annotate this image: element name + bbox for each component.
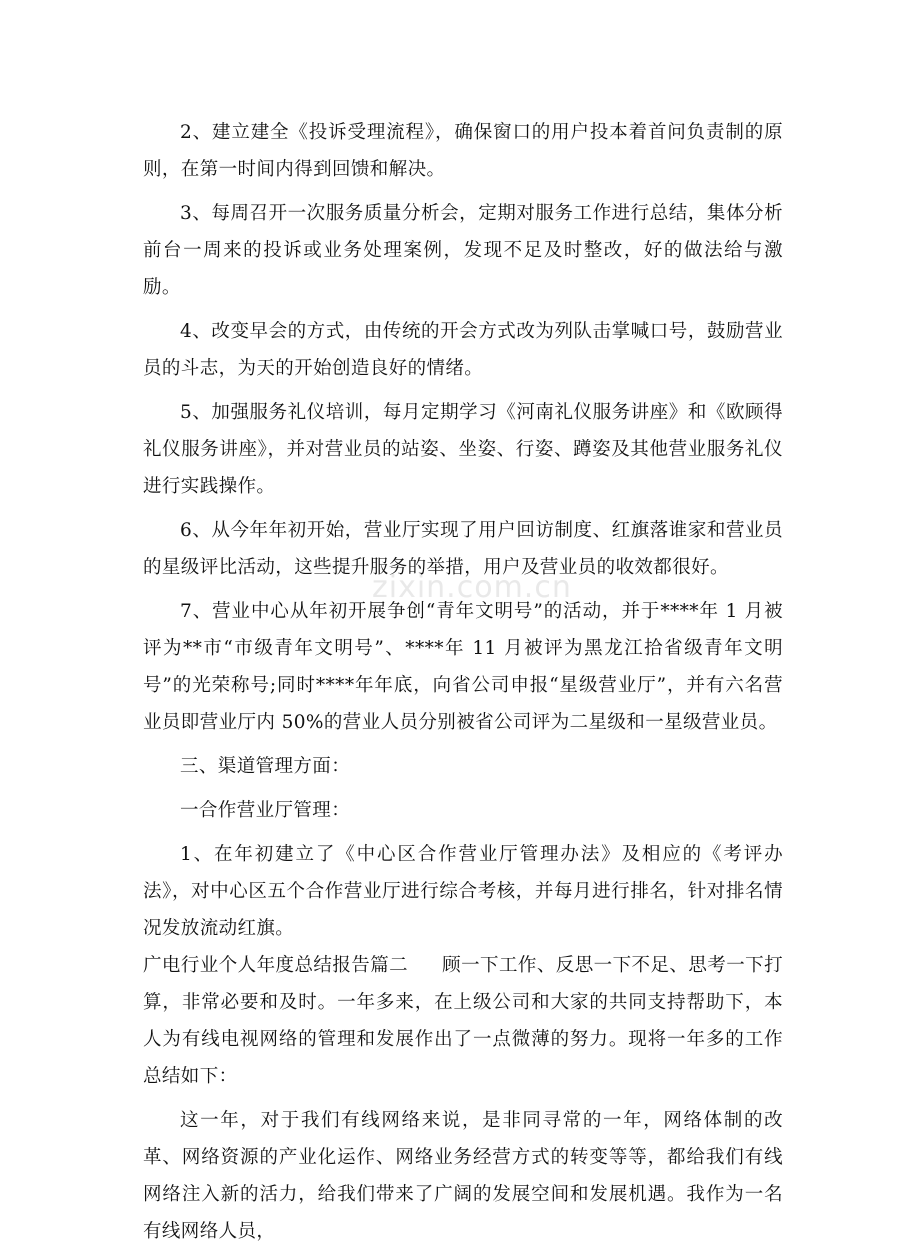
document-body [143,114,783,1250]
paragraph-quality-meeting: 3、每周召开一次服务质量分析会，定期对服务工作进行总结，集体分析前台一周来的投诉或业务处理案例，发现不足及时整改，好的做法给与激励。 [143,203,783,298]
paragraph-rating-activity: 6、从今年年初开始，营业厅实现了用户回访制度、红旗落谁家和营业员的星级评比活动，这些提升服务的举措，用户及营业员的收效都很好。 [143,520,783,578]
subheading-partner-hall: 一合作营业厅管理： [180,800,351,821]
paragraph-year-review: 这一年，对于我们有线网络来说，是非同寻常的一年，网络体制的改革、网络资源的产业化运作、网络业务经营方式的转变等等，都给我们有线网络注入新的活力，给我们带来了广阔的发展空间和发展机遇。我作为一名有线网络人员， [143,1110,783,1242]
section-heading-channel-management: 三、渠道管理方面： [180,756,351,777]
watermark: zixin.com.cn [372,570,572,605]
paragraph-complaint-process: 2、建立建全《投诉受理流程》，确保窗口的用户投本着首问负责制的原则，在第一时间内得到回馈和解决。 [143,122,783,180]
report-title: 广电行业个人年度总结报告篇二 [143,955,409,976]
report-section-paragraph [143,947,783,1095]
paragraph-partner-hall-management: 1、在年初建立了《中心区合作营业厅管理办法》及相应的《考评办法》，对中心区五个合作营业厅进行综合考核，并每月进行排名，针对排名情况发放流动红旗。 [143,844,783,939]
report-intro: 顾一下工作、反思一下不足、思考一下打算，非常必要和及时。一年多来，在上级公司和大家的共同支持帮助下，本人为有线电视网络的管理和发展作出了一点微薄的努力。现将一年多的工作总结如下： [143,955,783,1087]
paragraph-civilization-title: 7、营业中心从年初开展争创“青年文明号”的活动，并于****年 1 月被评为**市“市级青年文明号”、****年 11 月被评为黑龙江拾省级青年文明号”的光荣称号;同时****年年底，向省公司申报“星级营业厅”，并有六名营业员即营业厅内 50%的营业人员分别被省公司评为二星级和一星级营业员。 [143,601,783,733]
paragraph-morning-meeting: 4、改变早会的方式，由传统的开会方式改为列队击掌喊口号，鼓励营业员的斗志，为天的开始创造良好的情绪。 [143,321,783,379]
paragraph-etiquette-training: 5、加强服务礼仪培训，每月定期学习《河南礼仪服务讲座》和《欧顾得礼仪服务讲座》，并对营业员的站姿、坐姿、行姿、蹲姿及其他营业服务礼仪进行实践操作。 [143,402,783,497]
